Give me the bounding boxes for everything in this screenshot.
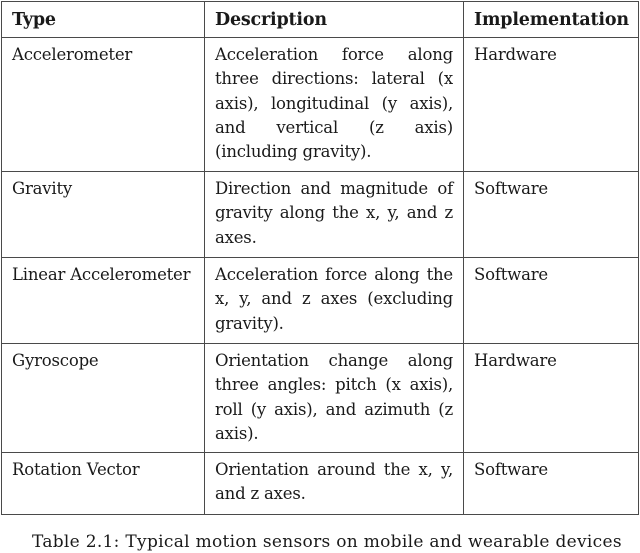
cell-implementation: Hardware <box>464 344 639 453</box>
table-row <box>2 38 639 172</box>
cell-description: Orientation change along three angles: pitch (x axis), roll (y axis), and azimuth (z axis). <box>205 344 464 453</box>
caption-label: Table 2.1: <box>32 532 120 552</box>
cell-description: Orientation around the x, y, and z axes. <box>205 453 464 515</box>
table-row <box>2 344 639 453</box>
cell-type: Accelerometer <box>2 38 205 172</box>
cell-implementation: Software <box>464 258 639 344</box>
table-caption <box>32 531 622 553</box>
cell-implementation: Software <box>464 172 639 258</box>
cell-description: Direction and magnitude of gravity along the x, y, and z axes. <box>205 172 464 258</box>
cell-type: Gyroscope <box>2 344 205 453</box>
sensor-table <box>1 1 639 515</box>
cell-type: Linear Accelerometer <box>2 258 205 344</box>
header-description: Description <box>205 2 464 38</box>
cell-implementation: Software <box>464 453 639 515</box>
table-row <box>2 172 639 258</box>
cell-type: Gravity <box>2 172 205 258</box>
cell-type: Rotation Vector <box>2 453 205 515</box>
table-header-row <box>2 2 639 38</box>
header-type: Type <box>2 2 205 38</box>
cell-description: Acceleration force along the x, y, and z axes (excluding gravity). <box>205 258 464 344</box>
table-row <box>2 453 639 515</box>
cell-description: Acceleration force along three directions: lateral (x axis), longitudinal (y axis), and vertical (z axis) (including gravity). <box>205 38 464 172</box>
caption-text: Typical motion sensors on mobile and wearable devices <box>125 532 622 552</box>
header-implementation: Implementation <box>464 2 639 38</box>
table-row <box>2 258 639 344</box>
cell-implementation: Hardware <box>464 38 639 172</box>
